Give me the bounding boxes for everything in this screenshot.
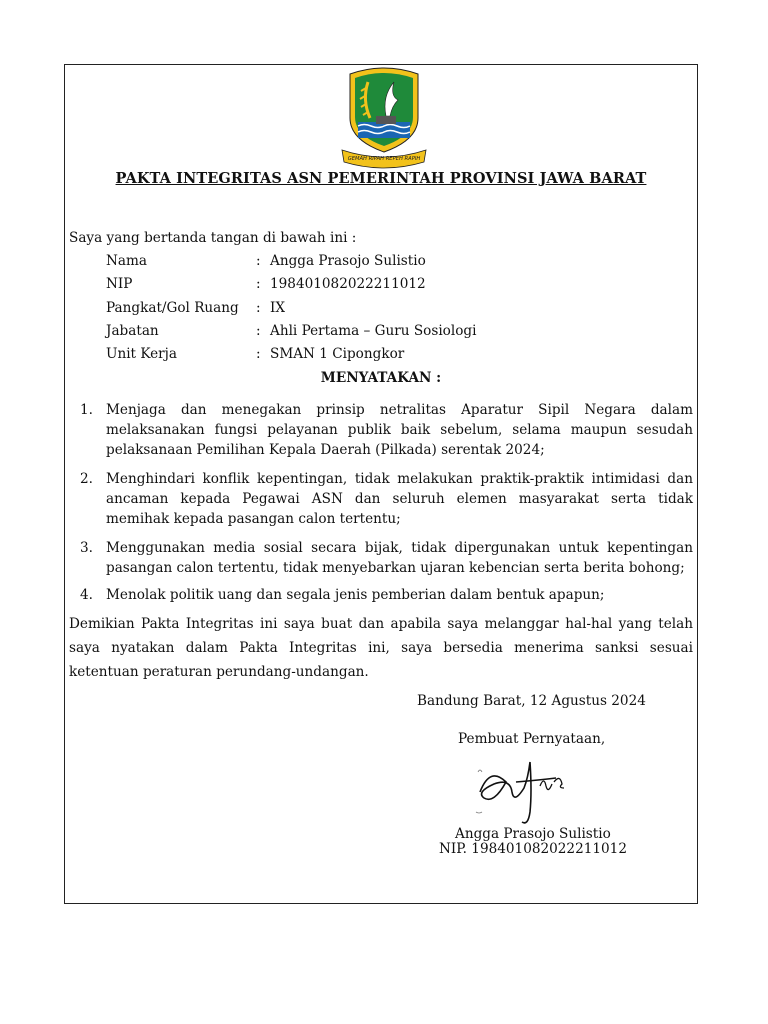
closing-line: saya nyatakan dalam Pakta Integritas ini, saya bersedia menerima sanksi sesuai	[69, 640, 693, 656]
emblem-motto: GEMAH RIPAH REPEH RAPIH	[347, 156, 421, 162]
list-item-2	[106, 469, 693, 529]
declare-heading: MENYATAKAN :	[320, 370, 442, 386]
closing-line: ketentuan peraturan perundang-undangan.	[69, 664, 369, 680]
field-sep: :	[256, 276, 261, 292]
signer-nip: NIP. 198401082022211012	[439, 841, 627, 857]
list-item-line: pasangan calon tertentu, tidak menyebarkan ujaran kebencian serta berita bohong;	[106, 560, 685, 576]
jawa-barat-emblem-icon	[340, 66, 428, 170]
closing-paragraph	[69, 612, 693, 684]
list-item-line: melaksanakan fungsi pelayanan publik baik sebelum, selama maupun sesudah	[106, 422, 693, 438]
list-item-3	[106, 538, 693, 578]
field-label-name: Nama	[106, 253, 147, 269]
list-item-line: ancaman kepada Pegawai ASN dan seluruh elemen masyarakat serta tidak	[106, 491, 693, 507]
list-item-line: Menolak politik uang dan segala jenis pemberian dalam bentuk apapun;	[106, 587, 605, 603]
list-item-line: memihak kepada pasangan calon tertentu;	[106, 511, 401, 527]
field-label-nip: NIP	[106, 276, 133, 292]
field-value-name: Angga Prasojo Sulistio	[270, 253, 426, 269]
signer-name: Angga Prasojo Sulistio	[455, 826, 611, 842]
list-item-line: Menghindari konflik kepentingan, tidak melakukan praktik-praktik intimidasi dan	[106, 471, 693, 487]
field-value-position: Ahli Pertama – Guru Sosiologi	[270, 323, 477, 339]
field-value-nip: 198401082022211012	[270, 276, 426, 292]
signer-label: Pembuat Pernyataan,	[458, 731, 606, 747]
field-label-unit: Unit Kerja	[106, 346, 177, 362]
field-sep: :	[256, 346, 261, 362]
list-item-1	[106, 400, 693, 460]
list-item-4	[106, 585, 693, 605]
item-number: 1.	[80, 402, 93, 418]
list-item-line: Menjaga dan menegakan prinsip netralitas Aparatur Sipil Negara dalam	[106, 402, 693, 418]
closing-line: Demikian Pakta Integritas ini saya buat dan apabila saya melanggar hal-hal yang telah	[69, 616, 693, 632]
field-value-unit: SMAN 1 Cipongkor	[270, 346, 405, 362]
signature-image	[470, 752, 590, 832]
item-number: 3.	[80, 540, 93, 556]
intro-text: Saya yang bertanda tangan di bawah ini :	[69, 230, 357, 246]
place-date: Bandung Barat, 12 Agustus 2024	[417, 693, 646, 709]
item-number: 2.	[80, 471, 93, 487]
field-sep: :	[256, 300, 261, 316]
document-title: PAKTA INTEGRITAS ASN PEMERINTAH PROVINSI JAWA BARAT	[115, 170, 647, 187]
field-value-rank: IX	[270, 300, 286, 316]
list-item-line: pelaksanaan Pemilihan Kepala Daerah (Pilkada) serentak 2024;	[106, 442, 545, 458]
list-item-line: Menggunakan media sosial secara bijak, tidak dipergunakan untuk kepentingan	[106, 540, 693, 556]
field-label-position: Jabatan	[106, 323, 159, 339]
item-number: 4.	[80, 587, 93, 603]
field-label-rank: Pangkat/Gol Ruang	[106, 300, 239, 316]
field-sep: :	[256, 323, 261, 339]
field-sep: :	[256, 253, 261, 269]
